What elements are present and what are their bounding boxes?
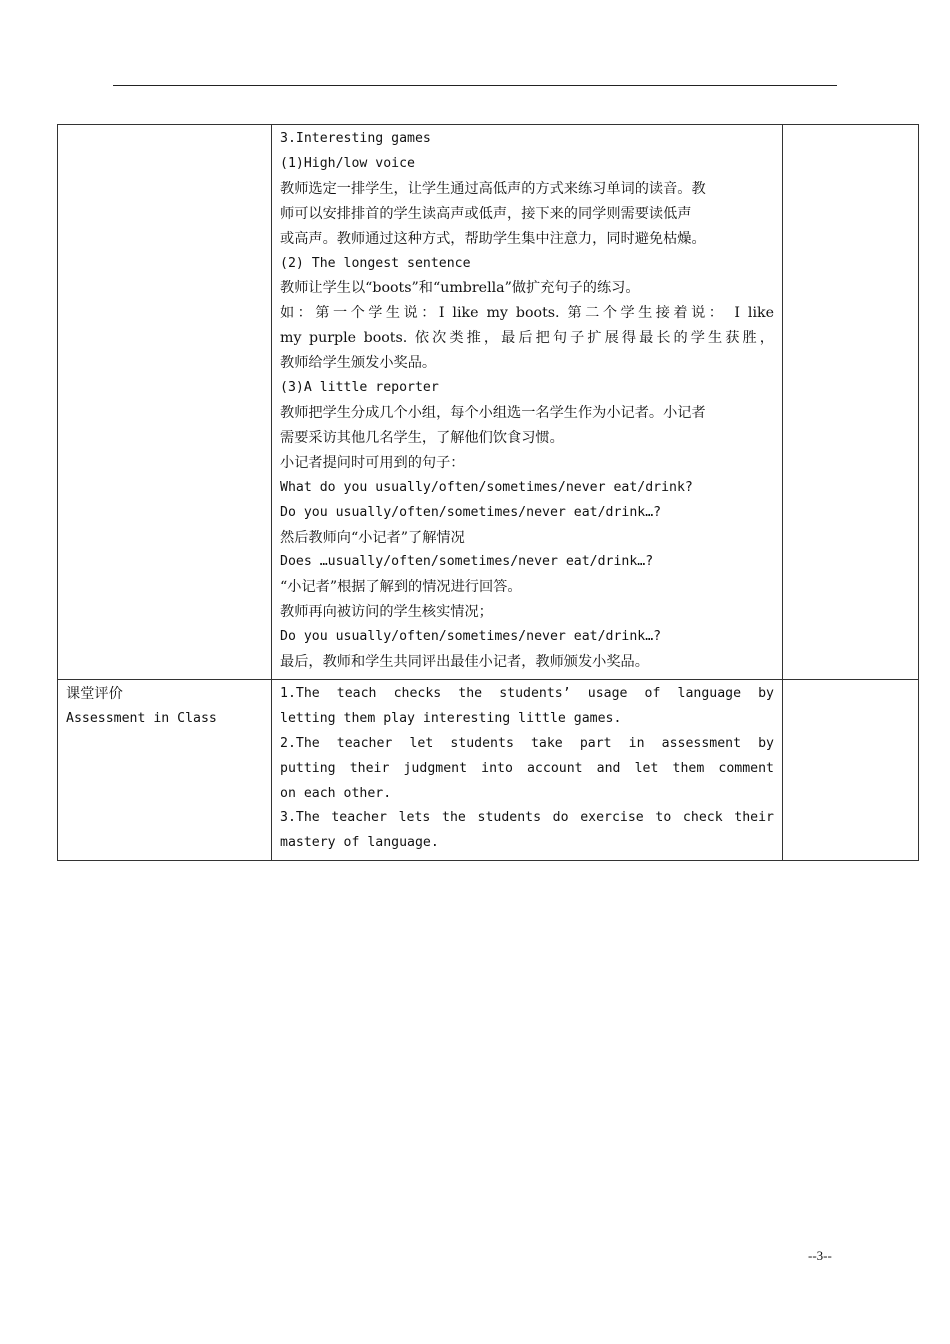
games-notes-cell [783, 125, 919, 680]
games-line: What do you usually/often/sometimes/never eat/drink? [280, 479, 693, 495]
games-line: 教师把学生分成几个小组，每个小组选一名学生作为小记者。小记者 [280, 404, 706, 421]
games-line: (3)A little reporter [280, 380, 439, 396]
assessment-row [58, 679, 919, 860]
games-line: 或高声。教师通过这种方式，帮助学生集中注意力，同时避免枯燥。 [280, 230, 706, 247]
games-line: 然后教师向“小记者”了解情况 [280, 529, 465, 546]
assessment-content-cell [272, 679, 783, 860]
games-line: 最后，教师和学生共同评出最佳小记者，教师颁发小奖品。 [280, 654, 649, 671]
assessment-label-en: Assessment in Class [66, 710, 217, 726]
games-line: Does …usually/often/sometimes/never eat/drink…? [280, 554, 654, 570]
games-line: my purple boots. 依次类推，最后把句子扩展得最长的学生获胜， [280, 330, 774, 347]
games-line: “小记者”根据了解到的情况进行回答。 [280, 579, 522, 596]
assessment-label-zh: 课堂评价 [66, 685, 123, 702]
assessment-line: letting them play interesting little games. [280, 710, 622, 726]
games-line: 教师给学生颁发小奖品。 [280, 355, 437, 372]
games-line: Do you usually/often/sometimes/never eat/drink…? [280, 504, 662, 520]
games-line: 教师让学生以“boots”和“umbrella”做扩充句子的练习。 [280, 280, 640, 297]
assessment-line: 2.The teacher let students take part in assessment by [280, 735, 774, 751]
assessment-label-cell [58, 679, 272, 860]
assessment-notes-cell [783, 679, 919, 860]
games-content-cell [272, 125, 783, 680]
assessment-line: on each other. [280, 785, 392, 801]
games-line: 教师选定一排学生，让学生通过高低声的方式来练习单词的读音。教 [280, 180, 706, 197]
assessment-line: 3.The teacher lets the students do exercise to check their [280, 810, 774, 826]
games-line: (1)High/low voice [280, 155, 415, 171]
assessment-line: 1.The teach checks the students’ usage of language by [280, 685, 774, 701]
page-number: --3-- [808, 1248, 832, 1263]
games-row [58, 125, 919, 680]
games-line: 需要采访其他几名学生，了解他们饮食习惯。 [280, 429, 564, 446]
games-label-cell [58, 125, 272, 680]
games-line: 3.Interesting games [280, 131, 431, 146]
lesson-plan-table [57, 124, 919, 861]
games-line: 如：第一个学生说：I like my boots. 第二个学生接着说： I like [280, 305, 774, 322]
games-line: 教师再向被访问的学生核实情况； [280, 604, 493, 621]
games-line: (2) The longest sentence [280, 255, 471, 271]
assessment-line: putting their judgment into account and let them comment [280, 760, 774, 776]
header-rule [113, 85, 837, 86]
assessment-line: mastery of language. [280, 835, 439, 851]
games-line: 师可以安排排首的学生读高声或低声，接下来的同学则需要读低声 [280, 205, 692, 222]
games-line: 小记者提问时可用到的句子： [280, 454, 465, 471]
games-line: Do you usually/often/sometimes/never eat/drink…? [280, 629, 662, 645]
